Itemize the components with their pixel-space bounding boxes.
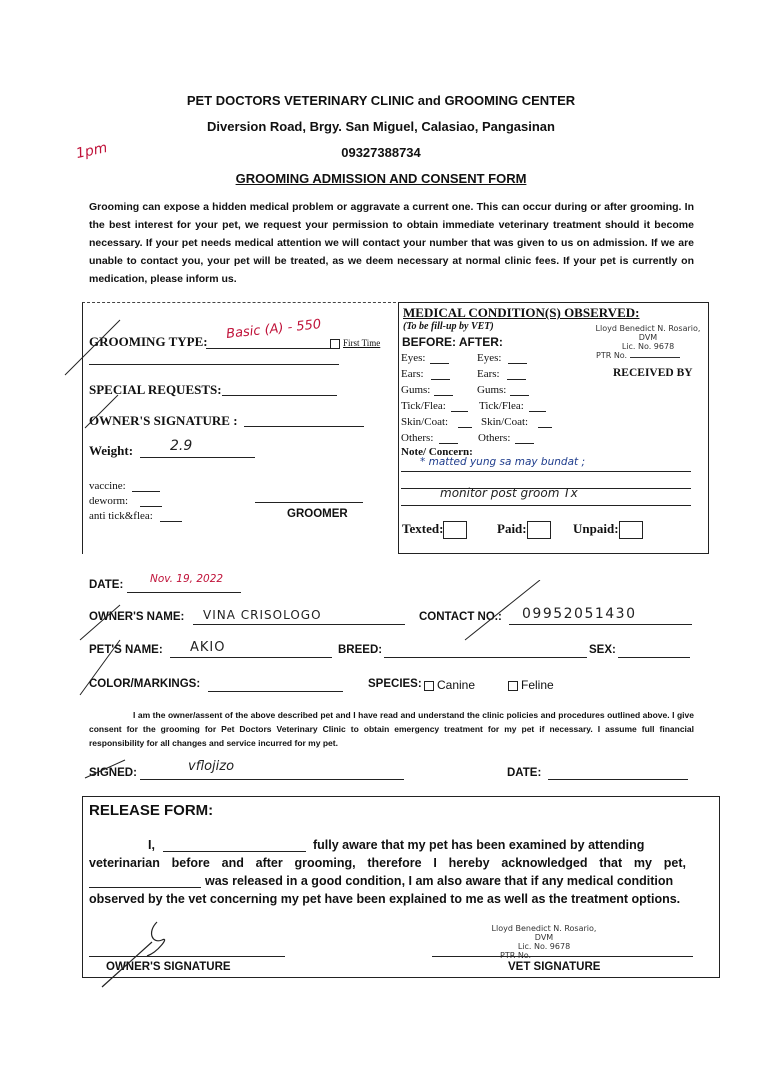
row-after-label: Skin/Coat: (481, 416, 529, 428)
stamp-lic: Lic. No. 9678 (517, 942, 571, 951)
row-before-label: Ears: (401, 368, 424, 380)
antitick-field[interactable] (160, 521, 182, 522)
owner-release-signature-mark (92, 912, 182, 992)
stamp-name: Lloyd Benedict N. Rosario, DVM (491, 924, 597, 942)
texted-option[interactable] (402, 521, 467, 539)
stamp-ptr: PTR No. (596, 351, 628, 360)
species-label: SPECIES: (368, 678, 422, 690)
row-after-label: Tick/Flea: (479, 400, 524, 412)
row-after-label: Eyes: (477, 352, 502, 364)
release-line3-end: was released in a good condition, I am also aware that if any medical condition (205, 874, 674, 888)
note-line2: monitor post groom Tx (440, 486, 578, 500)
row-before-label: Others: (401, 432, 434, 444)
row-after-label: Others: (478, 432, 511, 444)
row-after-field[interactable] (508, 363, 527, 364)
texted-checkbox[interactable] (443, 521, 467, 539)
groomer-label: GROOMER (287, 508, 348, 520)
date2-label: DATE: (507, 767, 542, 779)
row-before-label: Tick/Flea: (401, 400, 446, 412)
sex-label: SEX: (589, 644, 616, 656)
vet-signature-field[interactable] (432, 956, 693, 957)
clinic-address: Diversion Road, Brgy. San Miguel, Calasiao, Pangasinan (207, 119, 555, 134)
slash-marks-top (60, 300, 180, 480)
grooming-type-label: GROOMING TYPE: (89, 334, 208, 349)
note-field3[interactable] (401, 505, 691, 506)
weight-value: 2.9 (170, 438, 193, 454)
date-label: DATE: (89, 579, 124, 591)
date-value: Nov. 19, 2022 (150, 573, 224, 585)
row-after-field[interactable] (529, 411, 546, 412)
condition-row (401, 352, 601, 368)
owner-name-label: OWNER'S NAME: (89, 611, 185, 623)
release-owner-name-field[interactable] (163, 851, 306, 852)
grooming-type-field[interactable] (206, 348, 330, 349)
row-before-field[interactable] (458, 427, 472, 428)
note-field1[interactable] (401, 471, 691, 472)
special-requests-label: SPECIAL REQUESTS: (89, 382, 222, 397)
texted-label: Texted: (402, 521, 444, 536)
antitick-label: anti tick&flea: (89, 510, 153, 522)
date2-field[interactable] (548, 779, 688, 780)
row-before-field[interactable] (434, 395, 453, 396)
row-after-field[interactable] (515, 443, 534, 444)
signed-label: SIGNED: (89, 767, 137, 779)
slash-marks-bottom (60, 580, 560, 780)
vaccine-label: vaccine: (89, 480, 126, 492)
paid-checkbox[interactable] (527, 521, 551, 539)
release-line1-end: fully aware that my pet has been examined by attending (313, 838, 645, 852)
vet-stamp-bottom (488, 924, 600, 960)
note-line1: * matted yung sa may bundat ; (420, 456, 585, 468)
row-after-field[interactable] (510, 395, 529, 396)
form-title: GROOMING ADMISSION AND CONSENT FORM (235, 171, 527, 186)
owner-release-signature-label: OWNER'S SIGNATURE (106, 961, 231, 973)
feline-label: Feline (521, 678, 554, 692)
first-time-option[interactable] (330, 338, 380, 349)
signed-signature: vflojizo (188, 759, 235, 774)
row-before-field[interactable] (451, 411, 468, 412)
deworm-label: deworm: (89, 495, 129, 507)
stamp-ptr: PTR No. (500, 951, 532, 960)
release-line1-start: I, (148, 838, 155, 852)
release-pet-field[interactable] (89, 887, 201, 888)
row-after-label: Gums: (477, 384, 507, 396)
row-before-field[interactable] (439, 443, 458, 444)
breed-label: BREED: (338, 644, 383, 656)
condition-list (401, 352, 601, 448)
grooming-type-value: Basic (A) - 550 (225, 317, 322, 342)
condition-row (401, 416, 601, 432)
stamp-name: Lloyd Benedict N. Rosario, DVM (595, 324, 701, 342)
before-after-header: BEFORE: AFTER: (402, 335, 503, 349)
clinic-phone: 09327388734 (341, 145, 421, 160)
paid-option[interactable] (497, 521, 551, 539)
color-markings-label: COLOR/MARKINGS: (89, 678, 201, 690)
stamp-lic: Lic. No. 9678 (621, 342, 675, 351)
vaccine-field[interactable] (132, 491, 160, 492)
unpaid-checkbox[interactable] (619, 521, 643, 539)
condition-row (401, 384, 601, 400)
note-label: Note/ Concern: (401, 446, 473, 458)
contact-label: CONTACT NO.: (419, 611, 502, 623)
release-line4: observed by the vet concerning my pet have been explained to me as well as the treatment options. (89, 892, 681, 906)
owner-signature-label: OWNER'S SIGNATURE : (89, 413, 238, 428)
owner-signature-field[interactable] (244, 426, 364, 427)
sex-field[interactable] (618, 657, 690, 658)
first-time-label: First Time (343, 338, 381, 348)
condition-row (401, 400, 601, 416)
unpaid-option[interactable] (573, 521, 643, 539)
row-before-label: Skin/Coat: (401, 416, 449, 428)
intro-paragraph: Grooming can expose a hidden medical problem or aggravate a current one. This can occur during or after grooming. In the best interest for your pet, we request your permission to obtain immediate veterinary treatment should it become necessary. If your pet needs medical attention we will contact your number that was given to us on admission. If we are unable to contact you, your pet will be treated, as we deem necessary at normal clinic fees. If your pet is currently on medication, please inform us. (89, 201, 694, 285)
received-by-label: RECEIVED BY (613, 367, 693, 379)
special-requests-field[interactable] (222, 395, 337, 396)
row-before-label: Eyes: (401, 352, 426, 364)
row-before-field[interactable] (430, 363, 449, 364)
release-line2: veterinarian before and after grooming, therefore I hereby acknowledged that my pet, (89, 856, 686, 870)
row-before-field[interactable] (431, 379, 450, 380)
weight-label: Weight: (89, 443, 134, 458)
handwritten-time: 1pm (74, 139, 109, 163)
medical-title: MEDICAL CONDITION(S) OBSERVED: (403, 305, 640, 320)
canine-label: Canine (437, 678, 476, 692)
unpaid-label: Unpaid: (573, 521, 619, 536)
pet-name-value: AKIO (190, 640, 226, 655)
vet-stamp-top (588, 324, 708, 360)
clinic-name: PET DOCTORS VETERINARY CLINIC and GROOMING CENTER (186, 93, 576, 108)
row-after-field[interactable] (507, 379, 526, 380)
row-after-field[interactable] (538, 427, 552, 428)
medical-subtitle: (To be fill-up by VET) (403, 321, 494, 332)
deworm-field[interactable] (140, 506, 162, 507)
row-before-label: Gums: (401, 384, 431, 396)
consent-paragraph: I am the owner/assent of the above described pet and I have read and understand the clinic policies and procedures outlined above. I give consent for the grooming for Pet Doctors Veterinary Clinic to obtain emergency treatment for my pet if necessary. I assume full financial responsibility for all changes and service incurred for my pet. (89, 710, 694, 748)
row-after-label: Ears: (477, 368, 500, 380)
first-time-checkbox[interactable] (330, 339, 340, 349)
paid-label: Paid: (497, 521, 527, 536)
owner-name-value: VINA CRISOLOGO (203, 608, 322, 622)
condition-row (401, 368, 601, 384)
release-title: RELEASE FORM: (89, 802, 214, 819)
contact-value: 09952051430 (522, 606, 637, 622)
vet-signature-label: VET SIGNATURE (508, 961, 601, 973)
pet-name-label: PET'S NAME: (89, 644, 163, 656)
groomer-line (255, 502, 363, 503)
